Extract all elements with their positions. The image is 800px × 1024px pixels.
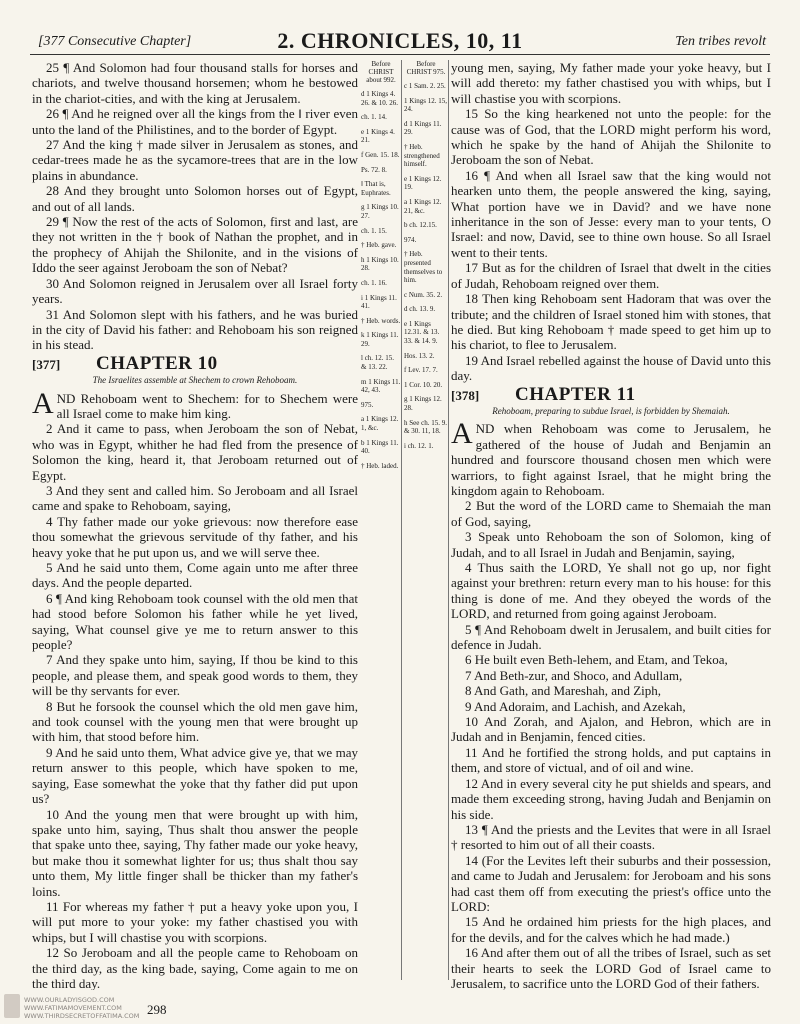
verse: 8 And Gath, and Mareshah, and Ziph, [465,683,662,699]
cross-reference: f Lev. 17. 7. [404,366,438,375]
verse: AND Rehoboam went to Shechem: for to Shechem were all Israel come to make him king. [32,386,358,421]
left-text-column [32,60,358,990]
cross-reference: h See ch. 15. 9. & 30. 11, 18. [404,418,447,436]
cross-reference: i ch. 12. 1. [404,441,434,450]
chapter-heading [451,383,771,405]
cross-reference: h 1 Kings 10. 28. [361,255,399,273]
cross-reference: ch. 1. 15. [361,226,387,235]
verse: 15 So the king hearkened not unto the people: for the cause was of God, that the LORD might perform his word, which he spake by the hand of Ahijah the Shilonite to Jeroboam the son of Nebat. [451,106,771,168]
verse: 10 And the young men that were brought up with him, spake unto him, saying, Thus shalt thou answer the people that spake unto thee, saying, Thy father made our yoke heavy, but make thou it somewhat lighter for us; thus shalt thou say unto them, My little finger shall be thicker than my father's loins. [32,806,358,899]
verse: 29 ¶ Now the rest of the acts of Solomon, first and last, are they not written in the † book of Nathan the prophet, and in the prophecy of Ahijah the Shilonite, and in the visions of Iddo the seer against Jeroboam the son of Nebat? [32,214,358,276]
verse: 25 ¶ And Solomon had four thousand stalls for horses and chariots, and twelve thousand horsemen; whom he bestowed in the chariot-cities, and with the king at Jerusalem. [32,60,358,106]
verse: 9 And he said unto them, What advice give ye, that we may return answer to this people, which have spoken to me, saying, Ease somewhat the yoke that thy father did put upon us? [32,744,358,807]
verse: 5 And he said unto them, Come again unto me after three days. And the people departed. [32,560,358,591]
verse: 26 ¶ And he reigned over all the kings from the ‖ river even unto the land of the Philistines, and to the border of Egypt. [32,106,358,137]
cross-reference: g 1 Kings 10. 27. [361,203,399,220]
verse: 16 And after them out of all the tribes of Israel, such as set their hearts to seek the LORD God of Israel came to Jerusalem, to sacrifice unto the LORD God of their fathers. [451,945,771,990]
cross-reference: † Heb. presented themselves to him. [404,250,443,285]
cross-reference: c 1 Sam. 2. 25. [404,82,446,90]
verse: 7 And they spake unto him, saying, If thou be kind to this people, and please them, and speak good words to them, they will be thy servants for ever. [32,652,358,699]
cross-reference: † Heb. gave. [361,241,397,250]
verse: 14 (For the Levites left their suburbs and their possession, and came to Judah and Jerusalem: for Jeroboam and his sons had cast them off from executing the priest's office unto the LORD: [451,852,771,914]
cross-reference: f Gen. 15. 18. [361,150,400,159]
chapter-number: [377] [32,356,61,372]
chapter-heading [32,352,358,374]
cross-reference: l ch. 12. 15. & 13. 22. [361,354,395,372]
cross-reference: d 1 Kings 11. 29. [404,119,442,137]
margin-date-header: Before CHRIST 975. [406,60,446,76]
cross-reference: a 1 Kings 12. 21, &c. [404,197,442,215]
verse: 6 He built even Beth-lehem, and Etam, and Tekoa, [465,652,728,668]
cross-reference: i 1 Kings 11. 41. [361,293,397,311]
cross-reference: ch. 1. 14. [361,113,387,122]
book-title: 2. CHRONICLES, 10, 11 [277,28,523,53]
verse: 5 ¶ And Rehoboam dwelt in Jerusalem, and built cities for defence in Judah. [451,621,771,653]
consecutive-chapter-label: [377 Consecutive Chapter] [38,34,192,49]
margin-date-header: Before CHRIST about 992. [366,60,396,84]
chapter-summary: The Israelites assemble at Shechem to crown Rehoboam. [92,375,298,386]
right-margin-references [404,60,449,980]
cross-reference: b 1 Kings 11. 40. [361,438,399,456]
cross-reference: k 1 Kings 11. 29. [361,331,399,348]
verse: 8 But he forsook the counsel which the old men gave him, and took counsel with the young men that were brought up with him, that stood before him. [32,698,358,745]
cross-reference: b ch. 12.15. [404,221,437,230]
chapter-number: [378] [451,387,480,403]
left-margin-references [361,60,402,980]
cross-reference: † Heb. strengthened himself. [404,142,440,169]
site-logo-icon [4,994,20,1018]
verse: 30 And Solomon reigned in Jerusalem over all Israel forty years. [32,275,358,307]
watermark-url: WWW.THIRDSECRETOFFATIMA.COM [24,1012,140,1020]
verse: AND when Rehoboam was come to Jerusalem, he gathered of the house of Judah and Benjamin an hundred and fourscore thousand chosen men which were warriors, to fight against Israel, that he might bring the kingdom again to Rehoboam. [451,417,771,498]
verse: 10 And Zorah, and Ajalon, and Hebron, which are in Judah and in Benjamin, fenced cities. [451,714,771,745]
cross-reference: d 1 Kings 4. 26. & 10. 26. [361,90,398,107]
verse: 7 And Beth-zur, and Shoco, and Adullam, [465,667,683,683]
verse: 17 But as for the children of Israel that dwelt in the cities of Judah, Rehoboam reigned over them. [451,260,771,291]
right-text-column [451,60,771,990]
chapter-title: CHAPTER 11 [515,383,636,405]
cross-reference: 1 Cor. 10. 20. [404,380,443,389]
cross-reference: g 1 Kings 12. 28. [404,395,442,413]
cross-reference: d ch. 13. 9. [404,305,436,314]
cross-reference: a 1 Kings 12. 1, &c. [361,415,399,433]
verse: 2 And it came to pass, when Jeroboam the son of Nebat, who was in Egypt, whither he had fled from the presence of Solomon the king, heard it, that Jeroboam returned out of Egypt. [32,421,358,483]
verse: 12 So Jeroboam and all the people came to Rehoboam on the third day, as the king bade, saying, Come again to me on the third day. [32,945,358,990]
cross-reference: e 1 Kings 4. 21. [361,127,395,145]
verse: 28 And they brought unto Solomon horses out of Egypt, and out of all lands. [32,183,358,214]
cross-reference: m 1 Kings 11. 42, 43. [361,377,401,395]
cross-reference: Hos. 13. 2. [404,351,435,360]
verse: 18 Then king Rehoboam sent Hadoram that was over the tribute; and the children of Israel stoned him with stones, that he died. But king Rehoboam † made speed to get him up to his chariot, to flee to Jerusalem. [451,291,771,353]
cross-reference: ch. 1. 16. [361,278,387,287]
cross-reference: c Num. 35. 2. [404,290,443,299]
cross-reference: 1 Kings 12. 15, 24. [404,96,447,114]
running-head: Ten tribes revolt [675,34,766,49]
verse: 11 And he fortified the strong holds, and put captains in them, and store of victual, and of oil and wine. [451,744,771,776]
verse: 3 Speak unto Rehoboam the son of Solomon, king of Judah, and to all Israel in Judah and Benjamin, saying, [451,529,771,560]
watermark [24,996,139,1020]
verse: 4 Thy father made our yoke grievous: now therefore ease thou somewhat the grievous servitude of thy father, and his heavy yoke that he put upon us, and we will serve thee. [32,513,358,560]
chapter-title: CHAPTER 10 [96,352,218,374]
cross-reference: 974. [404,235,417,244]
verse: 19 And Israel rebelled against the house of David unto this day. [451,352,771,384]
verse: 11 For whereas my father † put a heavy yoke upon you, I will put more to your yoke: my father chastised you with whips, but I will chastise you with scorpions. [32,898,358,945]
verse: 12 And in every several city he put shields and spears, and made them exceeding strong, having Judah and Benjamin on his side. [451,775,771,822]
verse: 9 And Adoraim, and Lachish, and Azekah, [465,698,686,714]
verse: young men, saying, My father made your yoke heavy, but I will add thereto: my father chastised you with whips, but I will chastise you with scorpions. [451,60,771,106]
page-number: 298 [147,1002,167,1017]
verse: 6 ¶ And king Rehoboam took counsel with the old men that had stood before Solomon his father while he yet lived, saying, What counsel give ye me to return answer to this people? [32,590,358,653]
verse: 27 And the king † made silver in Jerusalem as stones, and cedar-trees made he as the sycamore-trees that are in the low plains in abundance. [32,137,358,183]
verse: 2 But the word of the LORD came to Shemaiah the man of God, saying, [451,498,771,529]
verse: 3 And they sent and called him. So Jeroboam and all Israel came and spake to Rehoboam, saying, [32,482,358,514]
watermark-url: WWW.FATIMAMOVEMENT.COM [24,1004,122,1012]
watermark-url: WWW.OURLADYISGOD.COM [24,996,115,1004]
verse: 16 ¶ And when all Israel saw that the king would not hearken unto them, the people answered the king, saying, What portion have we in David? and we have none inheritance in the son of Jesse: every man to your tents, O Israel: and now, David, see to thine own house. So all Israel went to their tents. [451,167,771,260]
page-header [30,28,770,55]
verse: 13 ¶ And the priests and the Levites that were in all Israel † resorted to him out of all their coasts. [451,821,771,853]
cross-reference: Ps. 72. 8. [361,165,387,174]
verse: 15 And he ordained him priests for the high places, and for the devils, and for the calves which he had made.) [451,914,771,945]
cross-reference: ‖ That is, Euphrates. [361,180,391,197]
verse: 31 And Solomon slept with his fathers, and he was buried in the city of David his father: and Rehoboam his son reigned in his stead. [32,306,358,353]
chapter-summary: Rehoboam, preparing to subdue Israel, is forbidden by Shemaiah. [492,405,730,416]
cross-reference: e 1 Kings 12.31. & 13. 33. & 14. 9. [404,319,440,346]
cross-reference: e 1 Kings 12. 19. [404,174,442,192]
cross-reference: 975. [361,400,374,409]
cross-reference: † Heb. words. [361,316,401,325]
cross-reference: † Heb. laded. [361,461,399,470]
verse: 4 Thus saith the LORD, Ye shall not go up, nor fight against your brethren: return every man to his house: for this thing is done of me. And they obeyed the words of the LORD, and returned from going against Jeroboam. [451,560,771,622]
